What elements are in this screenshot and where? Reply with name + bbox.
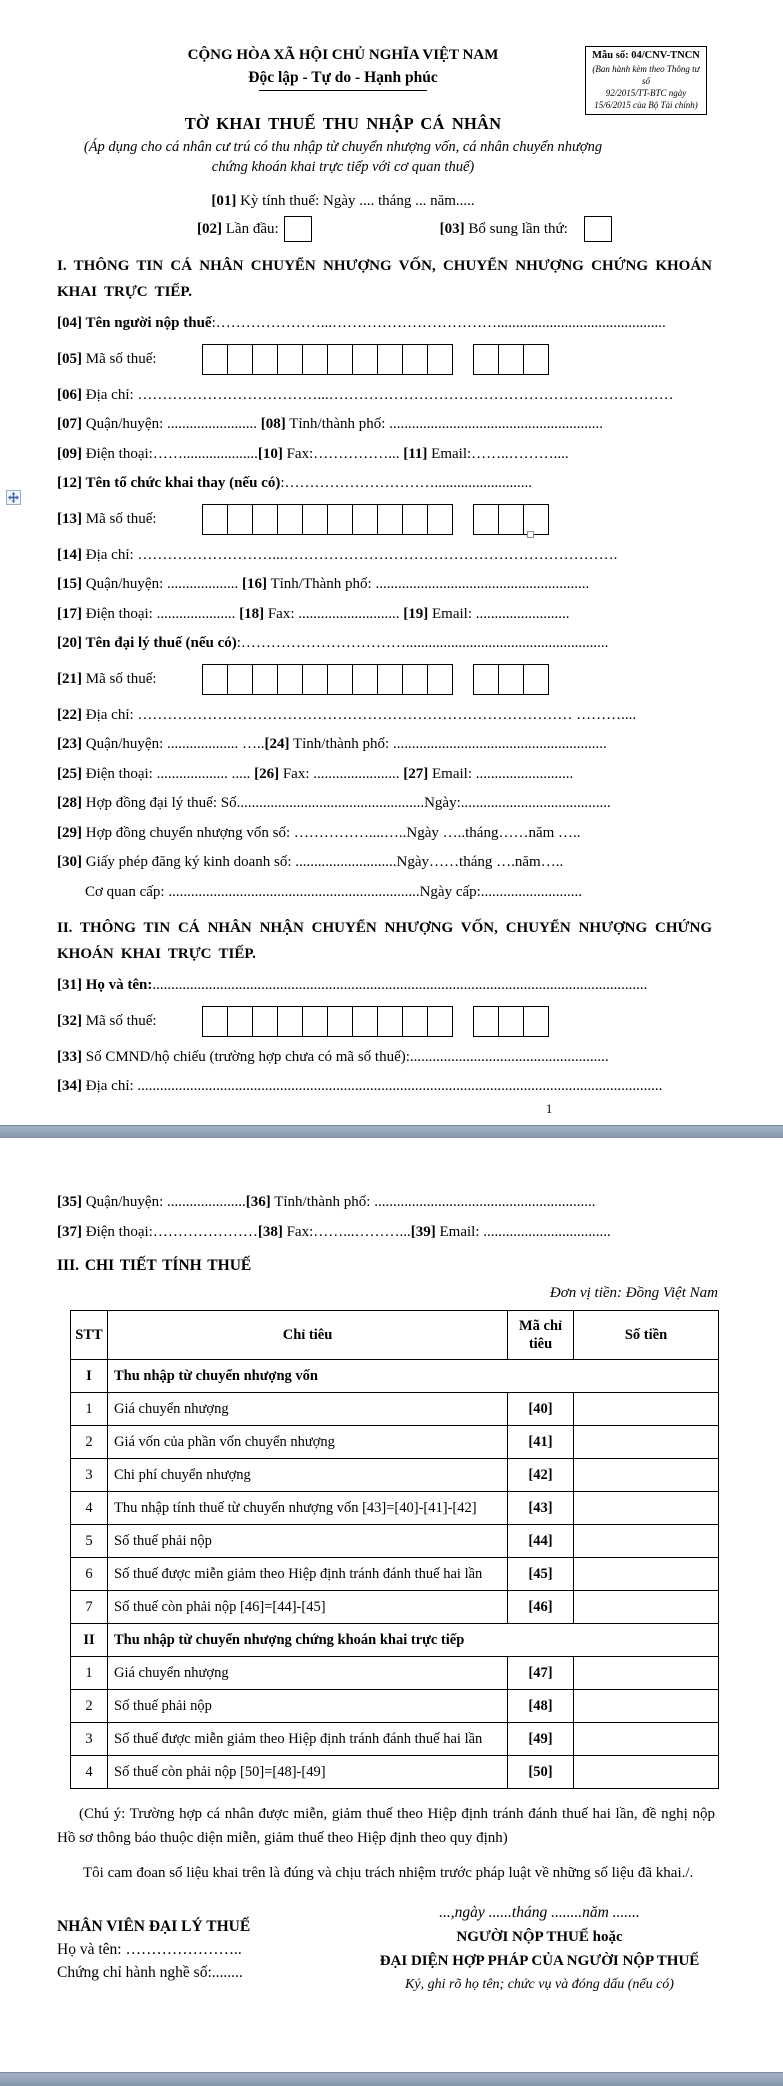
tax-code-cell[interactable] bbox=[252, 664, 278, 695]
amount-cell[interactable] bbox=[574, 1492, 719, 1525]
tax-code-cell[interactable] bbox=[277, 344, 303, 375]
form-subtitle-line2: chứng khoán khai trực tiếp với cơ quan thuế) bbox=[211, 159, 475, 175]
table-row bbox=[71, 1723, 719, 1756]
field-text: Kỳ tính thuế: Ngày .... tháng ... năm..... bbox=[236, 193, 475, 209]
table-move-handle-icon[interactable] bbox=[6, 490, 21, 505]
tax-code-cell[interactable] bbox=[523, 344, 549, 375]
amount-cell[interactable] bbox=[574, 1525, 719, 1558]
amount-cell[interactable] bbox=[574, 1723, 719, 1756]
field-text: Quận/huyện: ........................ bbox=[82, 416, 261, 432]
section-2-heading: II. THÔNG TIN CÁ NHÂN NHẬN CHUYỂN NHƯỢNG VỐN, CHUYỂN NHƯỢNG CHỨNG KHOÁN KHAI TRỰC TIẾP. bbox=[57, 920, 712, 962]
form-field-line[interactable] bbox=[57, 440, 713, 470]
field-text: [14] bbox=[57, 546, 82, 563]
tax-code-cell[interactable] bbox=[523, 1006, 549, 1037]
field-text: Địa chỉ: ………………………………...…………………………………………………………… bbox=[82, 386, 674, 403]
agent-certificate-line: Chứng chỉ hành nghề số:........ bbox=[57, 1964, 243, 1981]
field-text: [33] bbox=[57, 1048, 82, 1065]
table-row bbox=[71, 1624, 719, 1657]
tax-code-cells-main bbox=[202, 504, 453, 535]
tax-code-row bbox=[57, 659, 783, 701]
tax-code-cell[interactable] bbox=[427, 344, 453, 375]
tax-code-cell[interactable] bbox=[327, 1006, 353, 1037]
table-row bbox=[71, 1690, 719, 1723]
row-number-cell: 4 bbox=[71, 1492, 108, 1525]
field-text: [38] bbox=[257, 1223, 283, 1240]
field-text: Email: .......................... bbox=[428, 765, 574, 782]
field-number: [03] bbox=[439, 220, 465, 237]
tax-code-cell[interactable] bbox=[327, 344, 353, 375]
tax-code-cell[interactable] bbox=[302, 664, 328, 695]
page-header bbox=[57, 44, 629, 213]
table-row bbox=[71, 1426, 719, 1459]
field-text: [37] bbox=[57, 1223, 82, 1240]
row-number-cell: 7 bbox=[71, 1591, 108, 1624]
row-number-cell: 1 bbox=[71, 1393, 108, 1426]
tax-code-cell[interactable] bbox=[498, 664, 524, 695]
code-cell: [41] bbox=[508, 1426, 574, 1459]
field-number: [01] bbox=[211, 193, 237, 209]
taxpayer-signature-block bbox=[312, 1901, 767, 1996]
form-field-line[interactable] bbox=[57, 600, 713, 630]
tax-code-cell[interactable] bbox=[377, 664, 403, 695]
tax-code-cell[interactable] bbox=[302, 504, 328, 535]
field-text: Email: ......................... bbox=[428, 605, 570, 622]
supplement-checkbox[interactable] bbox=[584, 216, 612, 242]
field-text: [35] bbox=[57, 1194, 82, 1210]
tax-code-cell[interactable] bbox=[377, 1006, 403, 1037]
section-3-heading: III. CHI TIẾT TÍNH THUẾ bbox=[57, 1257, 252, 1274]
table-resize-handle-icon[interactable] bbox=[527, 531, 534, 538]
amount-cell[interactable] bbox=[574, 1558, 719, 1591]
row-number-cell: 3 bbox=[71, 1459, 108, 1492]
row-number-cell: 1 bbox=[71, 1657, 108, 1690]
field-text: [29] bbox=[57, 824, 82, 841]
amount-cell[interactable] bbox=[574, 1426, 719, 1459]
field-text: Giấy phép đăng ký kinh doanh số: ...........................Ngày……tháng ….năm….. bbox=[82, 854, 564, 870]
tax-code-label bbox=[57, 351, 202, 368]
criteria-cell: Số thuế còn phải nộp [50]=[48]-[49] bbox=[108, 1756, 508, 1789]
field-text: [17] bbox=[57, 605, 82, 622]
form-field-line[interactable] bbox=[57, 469, 713, 499]
tax-code-cell[interactable] bbox=[327, 664, 353, 695]
tax-code-cell[interactable] bbox=[352, 1006, 378, 1037]
field-number: [02] bbox=[197, 220, 222, 237]
field-text: [19] bbox=[403, 605, 429, 622]
tax-code-cell[interactable] bbox=[402, 344, 428, 375]
agent-name-line: Họ và tên: ………………….. bbox=[57, 1941, 242, 1958]
field-text: :……………………………...................................................... bbox=[236, 635, 609, 651]
field-text: [24] bbox=[264, 736, 290, 752]
date-place-line: ...,ngày ......tháng ........năm ....... bbox=[439, 1904, 640, 1921]
tax-period-line bbox=[57, 189, 629, 213]
form-field-line[interactable] bbox=[57, 971, 713, 1001]
row-number-cell: 4 bbox=[71, 1756, 108, 1789]
tax-code-cell[interactable] bbox=[427, 1006, 453, 1037]
field-text: [27] bbox=[403, 765, 429, 782]
field-text: [30] bbox=[57, 854, 82, 870]
field-text: Điện thoại: ................... ..... bbox=[82, 765, 255, 782]
field-number: [32] bbox=[57, 1013, 82, 1029]
form-field-line[interactable] bbox=[57, 1218, 713, 1248]
field-text: Fax: ....................... bbox=[279, 765, 404, 782]
tax-code-cells-main bbox=[202, 1006, 453, 1037]
section-label-cell: Thu nhập từ chuyển nhượng chứng khoán khai trực tiếp bbox=[108, 1624, 719, 1657]
tax-code-cell[interactable] bbox=[523, 664, 549, 695]
form-number: Mẫu số: 04/CNV-TNCN bbox=[592, 50, 700, 61]
field-text: [23] bbox=[57, 736, 82, 752]
criteria-cell: Giá chuyển nhượng bbox=[108, 1393, 508, 1426]
field-text: [31] Họ và tên: bbox=[57, 977, 153, 993]
field-text: [16] bbox=[241, 576, 267, 592]
form-field-line[interactable] bbox=[57, 730, 713, 760]
tax-code-cell[interactable] bbox=[277, 1006, 303, 1037]
tax-code-cell[interactable] bbox=[377, 344, 403, 375]
tax-code-cell[interactable] bbox=[227, 504, 253, 535]
tax-code-cell[interactable] bbox=[252, 504, 278, 535]
field-number: [21] bbox=[57, 671, 82, 687]
code-cell: [43] bbox=[508, 1492, 574, 1525]
tax-code-row bbox=[57, 339, 783, 381]
tax-code-cell[interactable] bbox=[402, 504, 428, 535]
row-number-cell: 3 bbox=[71, 1723, 108, 1756]
form-field-line[interactable] bbox=[57, 760, 713, 790]
tax-code-cell[interactable] bbox=[302, 344, 328, 375]
field-text: Cơ quan cấp: ...................................................................Ngày cấp:........................... bbox=[85, 883, 583, 900]
form-field-line[interactable] bbox=[57, 848, 713, 878]
sign-instruction-line: Ký, ghi rõ họ tên; chức vụ và đóng dấu (nếu có) bbox=[405, 1976, 674, 1992]
header-criteria: Chỉ tiêu bbox=[108, 1311, 508, 1360]
amount-cell[interactable] bbox=[574, 1459, 719, 1492]
attention-note: (Chú ý: Trường hợp cá nhân được miễn, giảm thuế theo Hiệp định tránh đánh thuế hai lần, đề nghị nộp Hồ sơ thông báo thuộc diện miễn, giảm thuế theo Hiệp định theo quy định) bbox=[57, 1806, 715, 1846]
header-stt: STT bbox=[71, 1311, 108, 1360]
field-text: [28] bbox=[57, 795, 82, 811]
form-title: TỜ KHAI THUẾ THU NHẬP CÁ NHÂN bbox=[184, 114, 502, 133]
motto-underline bbox=[259, 90, 427, 91]
field-text: Tỉnh/Thành phố: ......................................................... bbox=[266, 576, 590, 592]
field-text: Quận/huyện: ................... bbox=[82, 576, 242, 592]
field-text: [04] Tên người nộp thuế bbox=[57, 315, 212, 331]
tax-code-cell[interactable] bbox=[498, 504, 524, 535]
form-field-line[interactable] bbox=[57, 570, 713, 600]
page-separator bbox=[0, 1125, 783, 1138]
tax-code-cell[interactable] bbox=[202, 1006, 228, 1037]
tax-code-cell[interactable] bbox=[427, 664, 453, 695]
field-text: Điện thoại: ..................... bbox=[82, 605, 240, 622]
form-issuance-line1: (Ban hành kèm theo Thông tư số bbox=[592, 64, 700, 86]
tax-code-cell[interactable] bbox=[352, 664, 378, 695]
table-row bbox=[71, 1657, 719, 1690]
criteria-cell: Thu nhập tính thuế từ chuyển nhượng vốn [43]=[40]-[41]-[42] bbox=[108, 1492, 508, 1525]
header-code: Mã chỉ tiêu bbox=[508, 1311, 574, 1360]
field-text: [36] bbox=[245, 1194, 271, 1210]
tax-code-label bbox=[57, 511, 202, 528]
amount-cell[interactable] bbox=[574, 1591, 719, 1624]
row-number-cell: 2 bbox=[71, 1426, 108, 1459]
field-text: [07] bbox=[57, 416, 82, 432]
signature-area bbox=[0, 1901, 783, 1996]
field-text: [34] bbox=[57, 1078, 82, 1094]
field-text: Quận/huyện: ................... ….. bbox=[82, 736, 265, 752]
form-field-line[interactable] bbox=[57, 1188, 713, 1218]
tax-code-cell[interactable] bbox=[202, 344, 228, 375]
tax-code-cell[interactable] bbox=[473, 344, 499, 375]
form-field-line[interactable] bbox=[57, 1043, 713, 1073]
row-number-cell: 2 bbox=[71, 1690, 108, 1723]
declaration-pledge: Tôi cam đoan số liệu khai trên là đúng và chịu trách nhiệm trước pháp luật về những số liệu đã khai./. bbox=[83, 1865, 694, 1881]
tax-code-cell[interactable] bbox=[498, 344, 524, 375]
criteria-cell: Chi phí chuyển nhượng bbox=[108, 1459, 508, 1492]
national-header-line: CỘNG HÒA XÃ HỘI CHỦ NGHĨA VIỆT NAM bbox=[187, 47, 499, 63]
form-issuance-line3: 15/6/2015 của Bộ Tài chính) bbox=[594, 100, 698, 110]
tax-code-cell[interactable] bbox=[277, 504, 303, 535]
form-field-line[interactable] bbox=[57, 629, 713, 659]
tax-code-cell[interactable] bbox=[498, 1006, 524, 1037]
form-number-box bbox=[585, 46, 707, 115]
code-cell: [46] bbox=[508, 1591, 574, 1624]
form-field-line[interactable] bbox=[57, 541, 713, 571]
amount-cell[interactable] bbox=[574, 1690, 719, 1723]
tax-code-cell[interactable] bbox=[277, 664, 303, 695]
tax-code-cells-main bbox=[202, 344, 453, 375]
bottom-bar bbox=[0, 2072, 783, 2086]
tax-code-cell[interactable] bbox=[227, 1006, 253, 1037]
criteria-cell: Số thuế phải nộp bbox=[108, 1525, 508, 1558]
field-text: Quận/huyện: ..................... bbox=[82, 1194, 246, 1210]
section-1-fields bbox=[0, 309, 783, 907]
tax-code-row bbox=[57, 1001, 783, 1043]
code-cell: [47] bbox=[508, 1657, 574, 1690]
tax-code-cells-suffix bbox=[473, 664, 549, 695]
code-cell: [48] bbox=[508, 1690, 574, 1723]
table-row bbox=[71, 1393, 719, 1426]
declaration-type-row bbox=[197, 215, 783, 243]
field-text: Hợp đồng chuyển nhượng vốn số: ……………....…..Ngày …..tháng……năm ….. bbox=[82, 824, 581, 841]
row-number-cell: 5 bbox=[71, 1525, 108, 1558]
agent-staff-title: NHÂN VIÊN ĐẠI LÝ THUẾ bbox=[57, 1918, 251, 1935]
header-amount: Số tiền bbox=[574, 1311, 719, 1360]
tax-code-cells-main bbox=[202, 664, 453, 695]
field-text: Mã số thuế: bbox=[82, 1013, 157, 1029]
table-header-row bbox=[71, 1311, 719, 1360]
tax-code-cell[interactable] bbox=[377, 504, 403, 535]
taxpayer-title-line1: NGƯỜI NỘP THUẾ hoặc bbox=[456, 1928, 623, 1945]
field-text: Tỉnh/thành phố: ........................................................... bbox=[270, 1194, 596, 1210]
tax-code-cell[interactable] bbox=[252, 344, 278, 375]
table-row bbox=[71, 1558, 719, 1591]
field-text: Email: .................................. bbox=[435, 1223, 611, 1240]
tax-code-cells-suffix bbox=[473, 504, 549, 535]
form-field-line[interactable] bbox=[57, 819, 713, 849]
field-text: [20] Tên đại lý thuế (nếu có) bbox=[57, 635, 237, 651]
field-text: Địa chỉ: ………………………...…………………………………………………………. bbox=[82, 546, 618, 563]
tax-code-cell[interactable] bbox=[327, 504, 353, 535]
tax-code-cell[interactable] bbox=[302, 1006, 328, 1037]
form-field-line[interactable] bbox=[57, 381, 713, 411]
currency-unit-note: Đơn vị tiền: Đồng Việt Nam bbox=[549, 1285, 718, 1301]
row-number-cell: 6 bbox=[71, 1558, 108, 1591]
row-number-cell: II bbox=[71, 1624, 108, 1657]
tax-code-cell[interactable] bbox=[473, 1006, 499, 1037]
code-cell: [45] bbox=[508, 1558, 574, 1591]
field-text: [15] bbox=[57, 576, 82, 592]
field-text: [26] bbox=[254, 765, 280, 782]
section-2-fields-continued bbox=[0, 1188, 783, 1247]
criteria-cell: Giá chuyển nhượng bbox=[108, 1657, 508, 1690]
form-subtitle-line1: (Áp dụng cho cá nhân cư trú có thu nhập từ chuyển nhượng vốn, cá nhân chuyển nhượng bbox=[83, 139, 603, 155]
row-number-cell: I bbox=[71, 1360, 108, 1393]
field-text: Mã số thuế: bbox=[82, 351, 157, 367]
code-cell: [40] bbox=[508, 1393, 574, 1426]
criteria-cell: Số thuế được miễn giảm theo Hiệp định tránh đánh thuế hai lần bbox=[108, 1558, 508, 1591]
field-text: [25] bbox=[57, 765, 82, 782]
field-text: Hợp đồng đại lý thuế: Số..................................................Ngày:........................................ bbox=[82, 795, 611, 811]
form-field-line[interactable] bbox=[57, 309, 713, 339]
field-text: [18] bbox=[239, 605, 265, 622]
table-row bbox=[71, 1360, 719, 1393]
criteria-cell: Số thuế được miễn giảm theo Hiệp định tránh đánh thuế hai lần bbox=[108, 1723, 508, 1756]
amount-cell[interactable] bbox=[574, 1393, 719, 1426]
field-text: Fax:……………... bbox=[282, 445, 404, 462]
field-text: Mã số thuế: bbox=[82, 671, 157, 687]
form-issuance-line2: 92/2015/TT-BTC ngày bbox=[605, 88, 687, 98]
code-cell: [49] bbox=[508, 1723, 574, 1756]
tax-code-cell[interactable] bbox=[227, 344, 253, 375]
field-text: [22] bbox=[57, 706, 82, 723]
table-row bbox=[71, 1492, 719, 1525]
tax-code-cell[interactable] bbox=[473, 664, 499, 695]
tax-code-cell[interactable] bbox=[352, 344, 378, 375]
tax-code-label bbox=[57, 1013, 202, 1030]
section-1-heading: I. THÔNG TIN CÁ NHÂN CHUYỂN NHƯỢNG VỐN, CHUYỂN NHƯỢNG CHỨNG KHOÁN KHAI TRỰC TIẾP. bbox=[57, 258, 712, 300]
field-text: [12] Tên tổ chức khai thay (nếu có) bbox=[57, 475, 281, 491]
section-label-cell: Thu nhập từ chuyển nhượng vốn bbox=[108, 1360, 719, 1393]
tax-code-cell[interactable] bbox=[202, 664, 228, 695]
form-field-line[interactable] bbox=[57, 789, 713, 819]
form-field-line[interactable] bbox=[57, 878, 713, 908]
field-text: Số CMND/hộ chiếu (trường hợp chưa có mã số thuế):..................................................... bbox=[82, 1048, 609, 1065]
field-number: [13] bbox=[57, 511, 82, 527]
first-time-checkbox[interactable] bbox=[284, 216, 312, 242]
supplement-label: Bổ sung lần thứ: bbox=[464, 220, 568, 237]
tax-detail-table bbox=[70, 1310, 719, 1789]
first-time-label: Lần đầu: bbox=[222, 220, 279, 237]
field-text: Điện thoại:………………… bbox=[82, 1223, 258, 1240]
field-text: [11] bbox=[403, 445, 428, 462]
table-row bbox=[71, 1756, 719, 1789]
tax-code-row bbox=[57, 499, 783, 541]
code-cell: [42] bbox=[508, 1459, 574, 1492]
tax-agent-signature-block bbox=[57, 1901, 302, 1996]
field-number: [05] bbox=[57, 351, 82, 367]
tax-code-label bbox=[57, 671, 202, 688]
field-text: Tỉnh/thành phố: ......................................................... bbox=[289, 736, 607, 752]
amount-cell[interactable] bbox=[574, 1657, 719, 1690]
criteria-cell: Giá vốn của phần vốn chuyển nhượng bbox=[108, 1426, 508, 1459]
field-text: :………………………….......................... bbox=[280, 475, 532, 491]
field-text: Fax:……...………... bbox=[282, 1223, 411, 1240]
tax-code-cell[interactable] bbox=[202, 504, 228, 535]
field-text: [06] bbox=[57, 386, 82, 403]
amount-cell[interactable] bbox=[574, 1756, 719, 1789]
tax-code-cell[interactable] bbox=[252, 1006, 278, 1037]
field-text: [10] bbox=[257, 445, 283, 462]
tax-code-cell[interactable] bbox=[227, 664, 253, 695]
page-number: 1 bbox=[546, 1102, 553, 1116]
tax-code-cell[interactable] bbox=[352, 504, 378, 535]
tax-code-cell[interactable] bbox=[473, 504, 499, 535]
section-2-fields bbox=[0, 971, 783, 1102]
field-text: [08] bbox=[260, 416, 286, 432]
field-text: :…………………...……………………………............................................. bbox=[211, 315, 666, 331]
tax-code-cell[interactable] bbox=[402, 664, 428, 695]
criteria-cell: Số thuế phải nộp bbox=[108, 1690, 508, 1723]
field-text: Email:……..……….... bbox=[427, 445, 569, 462]
code-cell: [44] bbox=[508, 1525, 574, 1558]
criteria-cell: Số thuế còn phải nộp [46]=[44]-[45] bbox=[108, 1591, 508, 1624]
form-field-line[interactable] bbox=[57, 701, 713, 731]
tax-code-cell[interactable] bbox=[402, 1006, 428, 1037]
field-text: .................................................................................................................................... bbox=[152, 977, 648, 993]
tax-code-cells-suffix bbox=[473, 344, 549, 375]
national-motto-line: Độc lập - Tự do - Hạnh phúc bbox=[248, 69, 438, 86]
code-cell: [50] bbox=[508, 1756, 574, 1789]
form-field-line[interactable] bbox=[57, 410, 713, 440]
field-text: [39] bbox=[410, 1223, 436, 1240]
field-text: Địa chỉ: …………………………………………………………………………… ……….... bbox=[82, 706, 637, 723]
field-text: Điện thoại:…….................... bbox=[82, 445, 258, 462]
table-row bbox=[71, 1591, 719, 1624]
tax-code-cells-suffix bbox=[473, 1006, 549, 1037]
field-text: Địa chỉ: ............................................................................................................................................ bbox=[82, 1078, 663, 1094]
field-text: [09] bbox=[57, 445, 82, 462]
field-text: Mã số thuế: bbox=[82, 511, 157, 527]
form-field-line[interactable] bbox=[57, 1072, 713, 1102]
field-text: Fax: ........................... bbox=[264, 605, 404, 622]
tax-code-cell[interactable] bbox=[427, 504, 453, 535]
table-row bbox=[71, 1525, 719, 1558]
field-text: Tỉnh/thành phố: ......................................................... bbox=[285, 416, 603, 432]
table-row bbox=[71, 1459, 719, 1492]
form-page-2 bbox=[0, 1138, 783, 2072]
taxpayer-title-line2: ĐẠI DIỆN HỢP PHÁP CỦA NGƯỜI NỘP THUẾ bbox=[379, 1952, 700, 1969]
